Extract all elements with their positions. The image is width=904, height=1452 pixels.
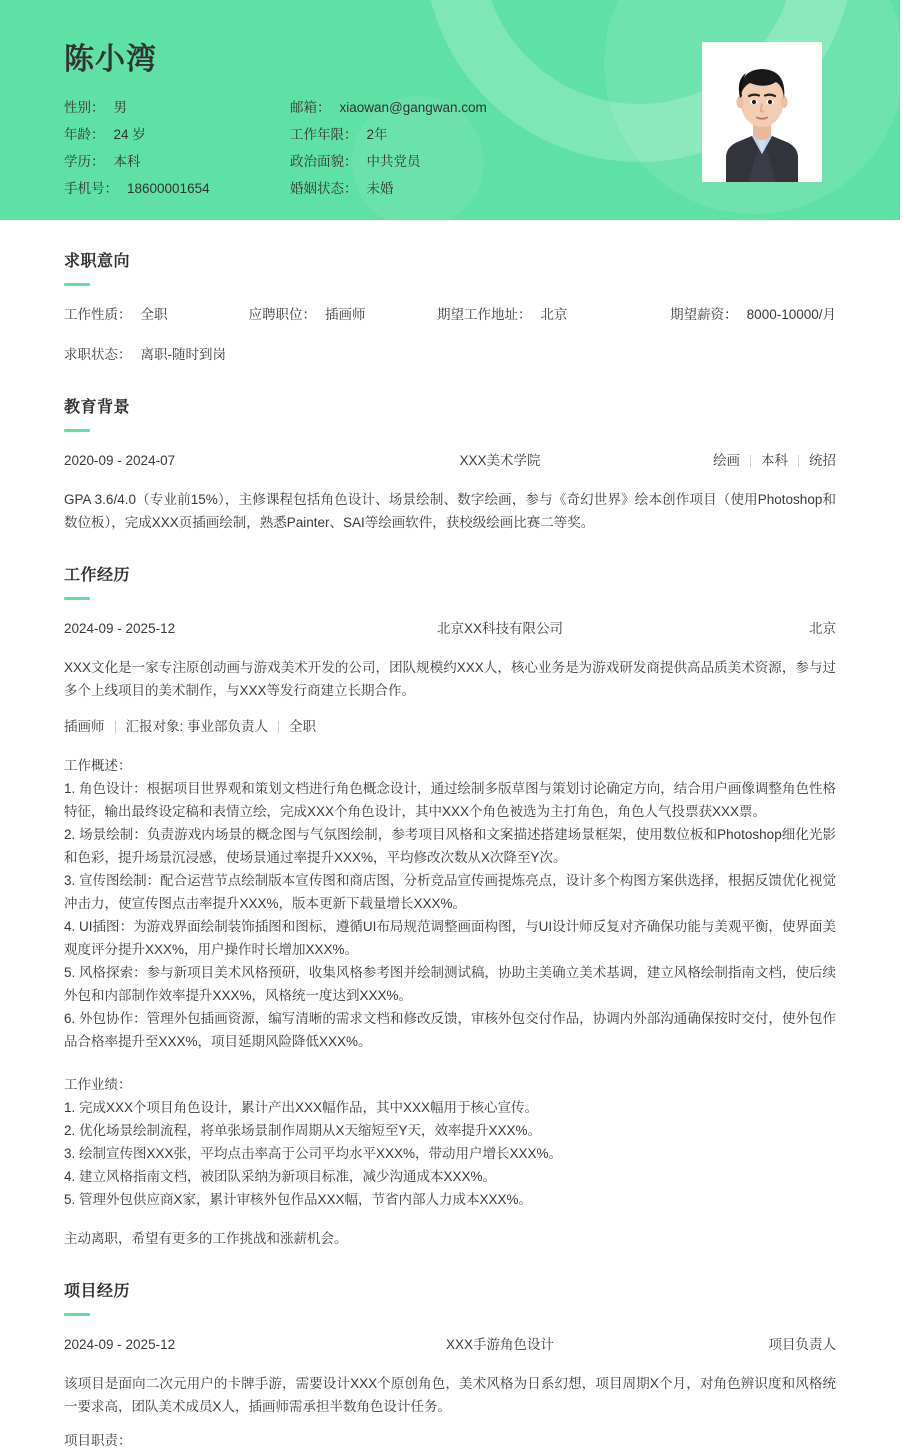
job-intent-row	[64, 344, 836, 366]
work-overview-label: 工作概述：	[64, 758, 132, 773]
work-location: 北京	[809, 621, 836, 636]
section-header	[64, 366, 836, 432]
info-political-status	[290, 148, 620, 175]
info-marital-status	[290, 175, 620, 202]
project-duty-label: 项目职责：	[64, 1433, 132, 1448]
education-tags	[596, 450, 836, 472]
info-email	[290, 94, 620, 121]
block-spacer	[64, 1053, 836, 1073]
info-education	[64, 148, 290, 175]
project-meta-row	[64, 1334, 836, 1356]
intent-job-type	[64, 304, 249, 326]
section-header	[64, 534, 836, 600]
field-label: 求职状态：	[64, 347, 132, 362]
info-label: 学历：	[64, 154, 105, 169]
work-company-intro: XXX文化是一家专注原创动画与游戏美术开发的公司，团队规模约XXX人，核心业务是为游戏研发商提供高品质美术资源，参与过多个上线项目的美术制作，与XXX等发行商建立长期合作。	[64, 660, 836, 698]
intent-location	[437, 304, 670, 326]
work-overview-block	[64, 754, 836, 1053]
field-value: 离职-随时到岗	[140, 347, 226, 362]
project-date: 2024-09 - 2025-12	[64, 1337, 176, 1352]
work-achievement-item: 5. 管理外包供应商X家，累计审核外包作品XXX幅，节省内部人力成本XXX%。	[64, 1192, 533, 1207]
work-employment-type: 全职	[289, 719, 317, 734]
field-label: 应聘职位：	[248, 307, 317, 322]
info-value: 2年	[366, 127, 388, 142]
info-value: xiaowan@gangwan.com	[339, 100, 487, 115]
resume-body	[0, 220, 900, 1452]
info-label: 年龄：	[64, 127, 105, 142]
education-meta-row	[64, 450, 836, 472]
info-label: 性别：	[64, 100, 105, 115]
job-intent-row	[64, 304, 836, 326]
field-value: 全职	[140, 307, 168, 322]
section-title: 求职意向	[64, 253, 131, 270]
project-description: 该项目是面向二次元用户的卡牌手游，需要设计XXX个原创角色，美术风格为日系幻想，项目周期X个月，对角色辨识度和风格统一要求高，团队美术成员X人，插画师需承担半数角色设计任务。	[64, 1376, 836, 1414]
section-project-experience	[64, 1250, 836, 1452]
intent-position	[249, 304, 438, 326]
intent-salary	[670, 304, 836, 326]
section-job-intent	[64, 220, 836, 366]
section-accent-rule	[64, 429, 90, 432]
project-name: XXX手游角色设计	[445, 1337, 554, 1352]
info-label: 手机号：	[64, 181, 118, 196]
personal-info-row	[64, 148, 664, 175]
info-value: 24 岁	[113, 127, 146, 142]
work-achievement-item: 3. 绘制宣传图XXX张，平均点击率高于公司平均水平XXX%，带动用户增长XXX%。	[64, 1146, 563, 1161]
field-value: 北京	[540, 307, 568, 322]
info-label: 工作年限：	[290, 127, 358, 142]
work-overview-item: 6. 外包协作：管理外包插画资源，编写清晰的需求文档和修改反馈，审核外包交付作品，协调内外部沟通确保按时交付，使外包作品合格率提升至XXX%，项目延期风险降低XXX%。	[64, 1011, 836, 1049]
work-achievement-label: 工作业绩：	[64, 1077, 132, 1092]
education-degree: 本科	[761, 453, 788, 468]
tag-separator	[115, 721, 116, 733]
info-gender	[64, 94, 290, 121]
section-title: 工作经历	[64, 567, 131, 584]
education-description: GPA 3.6/4.0（专业前15%），主修课程包括角色设计、场景绘制、数字绘画，参与《奇幻世界》绘本创作项目（使用Photoshop和数位板），完成XXX页插画绘制，熟悉Painter、SAI等绘画软件，获校级绘画比赛二等奖。	[64, 492, 836, 530]
info-label: 婚姻状态：	[290, 181, 358, 196]
section-accent-rule	[64, 597, 90, 600]
work-company: 北京XX科技有限公司	[436, 621, 563, 636]
work-overview-item: 3. 宣传图绘制：配合运营节点绘制版本宣传图和商店图，分析竞品宣传画提炼亮点，设计多个构图方案供选择，根据反馈优化视觉冲击力，使宣传图点击率提升XXX%，版本更新下载量增长XXX%。	[64, 873, 836, 911]
field-label: 期望薪资：	[670, 307, 738, 322]
personal-info-row	[64, 94, 664, 121]
education-major: 绘画	[713, 453, 740, 468]
resume-header	[0, 0, 900, 220]
project-role: 项目负责人	[768, 1337, 836, 1352]
info-value: 18600001654	[127, 181, 210, 196]
section-accent-rule	[64, 1313, 90, 1316]
field-value: 8000-10000/月	[746, 307, 836, 322]
section-header	[64, 220, 836, 286]
work-overview-item: 2. 场景绘制：负责游戏内场景的概念图与气氛图绘制，参考项目风格和文案描述搭建场景框架，使用数位板和Photoshop细化光影和色彩，提升场景沉浸感，使场景通过率提升XXX%，平均修改次数从X次降至Y次。	[64, 827, 836, 865]
work-leave-reason: 主动离职，希望有更多的工作挑战和涨薪机会。	[64, 1231, 348, 1246]
personal-info-row	[64, 175, 664, 202]
work-date: 2024-09 - 2025-12	[64, 621, 176, 636]
info-value: 本科	[113, 154, 141, 169]
work-achievement-item: 1. 完成XXX个项目角色设计，累计产出XXX幅作品，其中XXX幅用于核心宣传。	[64, 1100, 539, 1115]
section-education	[64, 366, 836, 534]
tag-separator	[278, 721, 279, 733]
candidate-photo	[702, 42, 822, 182]
work-overview-item: 5. 风格探索：参与新项目美术风格预研，收集风格参考图并绘制测试稿，协助主美确立美术基调，建立风格绘制指南文档，使后续外包和内部制作效率提升XXX%，风格统一度达到XXX%。	[64, 965, 836, 1003]
work-meta-row	[64, 618, 836, 640]
education-admission-type: 统招	[809, 453, 836, 468]
info-value: 男	[113, 100, 127, 115]
work-overview-item: 4. UI插图：为游戏界面绘制装饰插图和图标，遵循UI布局规范调整画面构图，与UI设计师反复对齐确保功能与美观平衡，使界面美观度评分提升XXX%，用户操作时长增加XXX%。	[64, 919, 836, 957]
work-achievement-block	[64, 1073, 836, 1211]
info-value: 未婚	[366, 181, 394, 196]
info-phone	[64, 175, 290, 202]
intent-status	[64, 344, 250, 366]
tag-group	[703, 450, 836, 472]
work-achievement-item: 2. 优化场景绘制流程，将单张场景制作周期从X天缩短至Y天，效率提升XXX%。	[64, 1123, 542, 1138]
personal-info-row	[64, 121, 664, 148]
section-header	[64, 1250, 836, 1316]
work-overview-item: 1. 角色设计：根据项目世界观和策划文档进行角色概念设计，通过绘制多版草图与策划讨论确定方向，结合用户画像调整角色性格特征，输出最终设定稿和表情立绘，完成XXX个角色设计，其中XXX个角色被选为主打角色，角色人气投票获XXX票。	[64, 781, 836, 819]
work-role-title: 插画师	[64, 719, 105, 734]
section-title: 教育背景	[64, 399, 131, 416]
education-school: XXX美术学院	[459, 453, 541, 468]
education-date: 2020-09 - 2024-07	[64, 453, 176, 468]
work-role-tags	[64, 716, 836, 738]
section-work-experience	[64, 534, 836, 1250]
info-label: 政治面貌：	[290, 154, 358, 169]
info-value: 中共党员	[366, 154, 421, 169]
field-label: 期望工作地址：	[437, 307, 532, 322]
info-label: 邮箱：	[290, 100, 331, 115]
info-work-years	[290, 121, 620, 148]
candidate-name: 陈小湾	[64, 43, 157, 76]
field-label: 工作性质：	[64, 307, 132, 322]
work-achievement-item: 4. 建立风格指南文档，被团队采纳为新项目标准，减少沟通成本XXX%。	[64, 1169, 497, 1184]
section-title: 项目经历	[64, 1283, 131, 1300]
section-accent-rule	[64, 283, 90, 286]
personal-info-grid	[64, 94, 664, 202]
work-report-to: 汇报对象: 事业部负责人	[125, 719, 269, 734]
info-age	[64, 121, 290, 148]
field-value: 插画师	[325, 307, 366, 322]
